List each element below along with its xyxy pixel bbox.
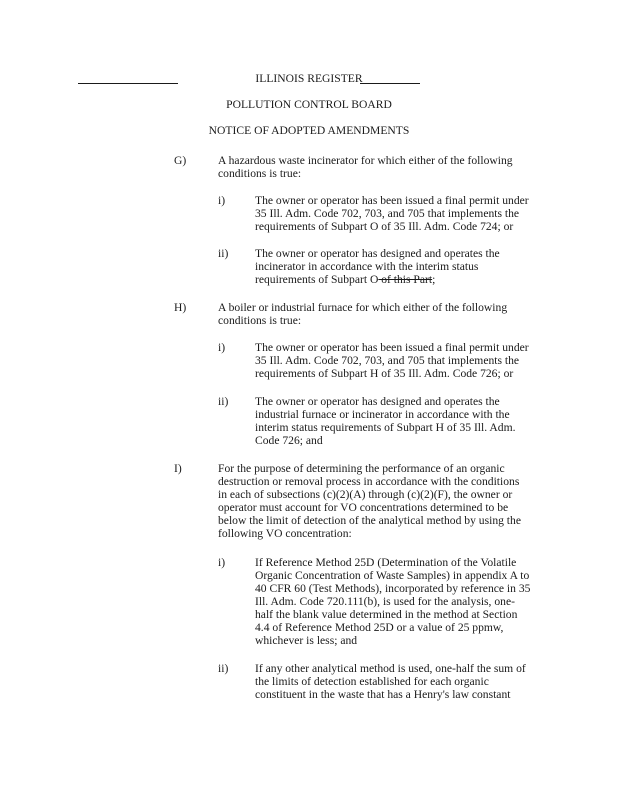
item-label-g-i: i)	[218, 194, 226, 207]
item-label-i-ii: ii)	[218, 662, 229, 675]
item-g-text: conditions is true:	[218, 167, 302, 180]
item-g-ii-text: incinerator in accordance with the interim status	[255, 260, 479, 273]
item-h-ii-text: interim status requirements of Subpart H of 35 Ill. Adm.	[255, 421, 516, 434]
item-g-ii-last-line	[255, 273, 435, 287]
item-i-text: destruction or removal process in accordance with the conditions	[218, 475, 520, 488]
board-title: POLLUTION CONTROL BOARD	[226, 98, 392, 111]
item-h-i-text: requirements of Subpart H of 35 Ill. Adm. Code 726; or	[255, 367, 514, 380]
item-i-text: below the limit of detection of the analytical method by using the	[218, 514, 521, 527]
notice-title: NOTICE OF ADOPTED AMENDMENTS	[208, 124, 410, 137]
item-i-i-text: half the blank value determined in the method at Section	[255, 608, 518, 621]
item-h-i-text: 35 Ill. Adm. Code 702, 703, and 705 that implements the	[255, 354, 520, 367]
item-i-ii-text: constituent in the waste that has a Henry's law constant	[255, 688, 511, 701]
item-i-text: For the purpose of determining the performance of an organic	[218, 462, 505, 475]
item-g-text: A hazardous waste incinerator for which either of the following	[218, 154, 513, 167]
item-h-ii-text: Code 726; and	[255, 434, 323, 447]
item-i-i-text: Organic Concentration of Waste Samples) in appendix A to	[255, 569, 530, 582]
item-label-i-i: i)	[218, 556, 226, 569]
item-label-g: G)	[174, 154, 187, 167]
item-g-ii-text: The owner or operator has designed and operates the	[255, 247, 500, 260]
register-title: ILLINOIS REGISTER	[255, 72, 363, 85]
item-h-text: A boiler or industrial furnace for which either of the following	[218, 301, 508, 314]
item-g-i-text: 35 Ill. Adm. Code 702, 703, and 705 that implements the	[255, 207, 520, 220]
item-i-text: following VO concentration:	[218, 527, 352, 540]
item-h-i-text: The owner or operator has been issued a final permit under	[255, 341, 529, 354]
item-label-h: H)	[174, 301, 187, 314]
item-i-text: in each of subsections (c)(2)(A) through (c)(2)(F), the owner or	[218, 488, 513, 501]
item-i-ii-text: the limits of detection established for each organic	[255, 675, 489, 688]
item-h-ii-text: The owner or operator has designed and operates the	[255, 395, 500, 408]
item-label-h-ii: ii)	[218, 395, 229, 408]
item-label-h-i: i)	[218, 341, 226, 354]
item-label-i: I)	[174, 462, 182, 475]
item-i-i-text: whichever is less; and	[255, 634, 358, 647]
item-i-i-text: Ill. Adm. Code 720.111(b), is used for the analysis, one-	[255, 595, 515, 608]
item-label-g-ii: ii)	[218, 247, 229, 260]
item-g-i-text: requirements of Subpart O of 35 Ill. Adm. Code 724; or	[255, 220, 514, 233]
item-i-ii-text: If any other analytical method is used, one-half the sum of	[255, 662, 526, 675]
item-i-i-text: 4.4 of Reference Method 25D or a value of 25 ppmw,	[255, 621, 504, 634]
item-h-ii-text: industrial furnace or incinerator in accordance with the	[255, 408, 510, 421]
deleted-text: of this Part	[378, 273, 433, 286]
item-g-ii-last-text: requirements of Subpart O	[255, 273, 379, 286]
item-h-text: conditions is true:	[218, 314, 302, 327]
item-i-i-text: 40 CFR 60 (Test Methods), incorporated by reference in 35	[255, 582, 531, 595]
item-g-ii-last-punct: ;	[432, 273, 436, 286]
item-i-text: operator must account for VO concentrations determined to be	[218, 501, 509, 514]
item-i-i-text: If Reference Method 25D (Determination of the Volatile	[255, 556, 517, 569]
item-g-i-text: The owner or operator has been issued a final permit under	[255, 194, 529, 207]
